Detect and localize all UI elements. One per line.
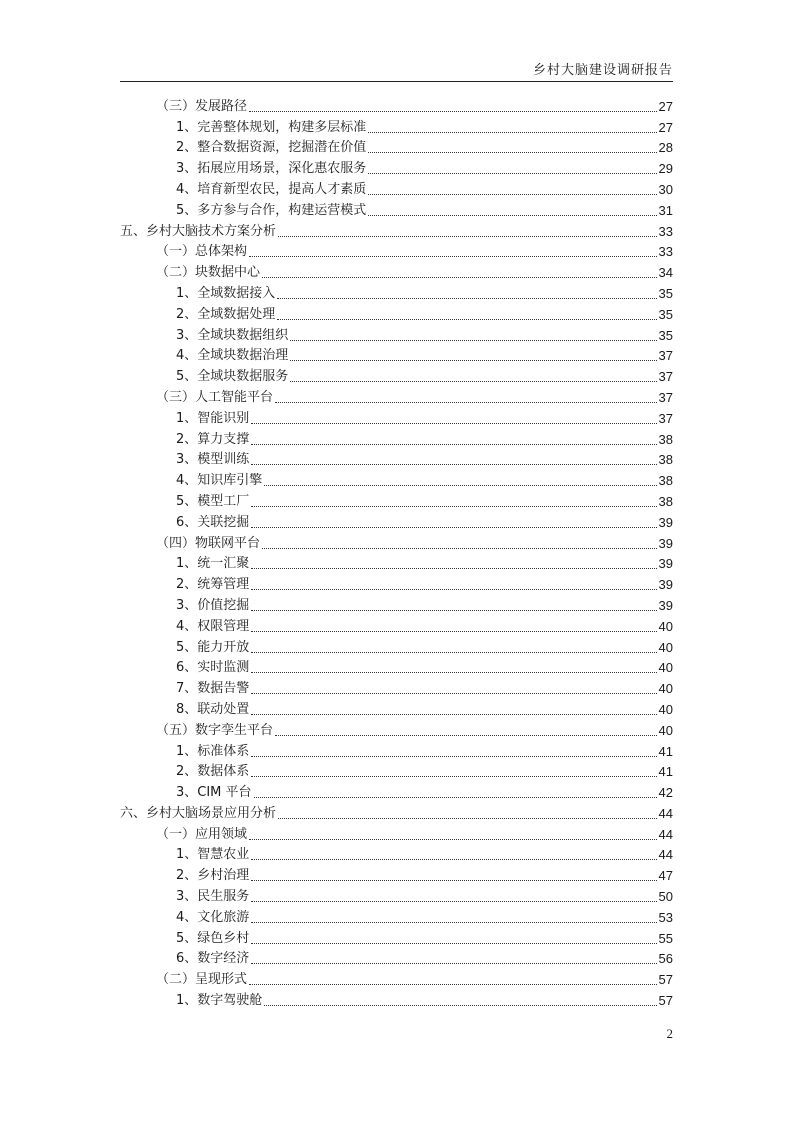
toc-entry-title: 1、全域数据接入 (176, 285, 276, 301)
toc-dot-leader (368, 173, 656, 174)
toc-dot-leader (251, 589, 656, 590)
toc-dot-leader (277, 319, 656, 320)
toc-entry[interactable] (120, 739, 673, 760)
toc-dot-leader (251, 776, 656, 777)
toc-dot-leader (277, 298, 656, 299)
toc-dot-leader (368, 194, 656, 195)
toc-entry[interactable] (120, 676, 673, 697)
toc-entry-page: 34 (658, 265, 673, 281)
toc-entry-title: （二）块数据中心 (156, 265, 261, 281)
toc-dot-leader (275, 402, 657, 403)
toc-dot-leader (249, 256, 657, 257)
toc-dot-leader (251, 568, 656, 569)
toc-entry-title: 3、民生服务 (176, 889, 250, 905)
toc-entry-page: 40 (658, 681, 673, 697)
toc-entry-page: 41 (658, 743, 673, 759)
toc-entry-title: （一）应用领域 (156, 826, 248, 842)
toc-entry[interactable] (120, 219, 673, 240)
toc-entry[interactable] (120, 260, 673, 281)
toc-dot-leader (249, 984, 657, 985)
toc-entry-page: 38 (658, 431, 673, 447)
toc-entry-title: 1、智慧农业 (176, 847, 250, 863)
toc-entry-title: 3、全域块数据组织 (176, 327, 289, 343)
toc-dot-leader (251, 963, 656, 964)
toc-entry-page: 39 (658, 556, 673, 572)
toc-entry[interactable] (120, 198, 673, 219)
toc-entry[interactable] (120, 947, 673, 968)
toc-dot-leader (251, 880, 656, 881)
toc-dot-leader (251, 610, 656, 611)
toc-entry[interactable] (120, 323, 673, 344)
toc-entry-title: 2、整合数据资源，挖掘潜在价值 (176, 140, 367, 156)
toc-dot-leader (251, 672, 656, 673)
toc-dot-leader (368, 152, 656, 153)
toc-entry-page: 39 (658, 514, 673, 530)
header-divider (120, 81, 673, 82)
toc-entry-title: 6、关联挖掘 (176, 514, 250, 530)
toc-entry[interactable] (120, 156, 673, 177)
toc-entry-title: （四）物联网平台 (156, 535, 261, 551)
toc-entry-page: 37 (658, 389, 673, 405)
toc-entry-title: 2、乡村治理 (176, 868, 250, 884)
toc-entry[interactable] (120, 136, 673, 157)
toc-entry-title: （五）数字孪生平台 (156, 722, 274, 738)
toc-entry-title: （三）人工智能平台 (156, 389, 274, 405)
toc-entry-page: 33 (658, 244, 673, 260)
document-title: 乡村大脑建设调研报告 (532, 63, 673, 78)
toc-entry-title: 5、能力开放 (176, 639, 250, 655)
toc-entry-page: 50 (658, 889, 673, 905)
toc-entry-page: 37 (658, 348, 673, 364)
toc-entry-title: 5、多方参与合作，构建运营模式 (176, 202, 367, 218)
toc-entry-title: 6、数字经济 (176, 951, 250, 967)
toc-entry-title: 7、数据告警 (176, 681, 250, 697)
toc-entry[interactable] (120, 926, 673, 947)
toc-entry-page: 40 (658, 618, 673, 634)
toc-entry-page: 39 (658, 535, 673, 551)
toc-entry[interactable] (120, 801, 673, 822)
toc-entry-page: 27 (658, 98, 673, 114)
toc-entry-title: 4、全域块数据治理 (176, 348, 289, 364)
toc-dot-leader (275, 735, 657, 736)
toc-entry-page: 29 (658, 161, 673, 177)
toc-entry[interactable] (120, 531, 673, 552)
toc-dot-leader (251, 756, 656, 757)
toc-entry[interactable] (120, 863, 673, 884)
toc-entry[interactable] (120, 635, 673, 656)
toc-entry-title: 8、联动处置 (176, 701, 250, 717)
toc-dot-leader (251, 652, 656, 653)
toc-dot-leader (278, 236, 657, 237)
toc-entry-page: 41 (658, 764, 673, 780)
toc-entry-page: 40 (658, 639, 673, 655)
toc-entry[interactable] (120, 94, 673, 115)
toc-entry[interactable] (120, 489, 673, 510)
toc-entry[interactable] (120, 344, 673, 365)
toc-entry-page: 31 (658, 202, 673, 218)
toc-entry[interactable] (120, 427, 673, 448)
toc-entry-page: 38 (658, 452, 673, 468)
toc-entry[interactable] (120, 822, 673, 843)
toc-dot-leader (290, 360, 656, 361)
toc-dot-leader (251, 901, 656, 902)
toc-dot-leader (251, 714, 656, 715)
toc-dot-leader (262, 277, 657, 278)
toc-entry-page: 33 (658, 223, 673, 239)
toc-dot-leader (290, 340, 656, 341)
toc-dot-leader (251, 693, 656, 694)
toc-dot-leader (290, 381, 656, 382)
toc-entry[interactable] (120, 614, 673, 635)
toc-entry[interactable] (120, 552, 673, 573)
toc-entry-page: 44 (658, 847, 673, 863)
toc-entry-title: 2、统筹管理 (176, 577, 250, 593)
toc-entry-title: 3、拓展应用场景，深化惠农服务 (176, 161, 367, 177)
toc-entry-title: （二）呈现形式 (156, 972, 248, 988)
toc-dot-leader (251, 859, 656, 860)
toc-entry-title: 2、数据体系 (176, 764, 250, 780)
toc-entry[interactable] (120, 177, 673, 198)
toc-entry-title: （一）总体架构 (156, 244, 248, 260)
toc-dot-leader (251, 423, 656, 424)
toc-dot-leader (254, 797, 657, 798)
toc-entry[interactable] (120, 593, 673, 614)
toc-entry-page: 37 (658, 410, 673, 426)
toc-entry-title: 1、统一汇聚 (176, 556, 250, 572)
toc-entry[interactable] (120, 302, 673, 323)
toc-entry-title: 六、乡村大脑场景应用分析 (120, 805, 277, 821)
toc-entry-page: 57 (658, 972, 673, 988)
toc-dot-leader (251, 506, 656, 507)
toc-entry[interactable] (120, 843, 673, 864)
toc-entry-title: 4、知识库引擎 (176, 473, 263, 489)
toc-entry[interactable] (120, 281, 673, 302)
toc-entry-title: 1、智能识别 (176, 410, 250, 426)
toc-dot-leader (249, 111, 657, 112)
page-number: 2 (666, 1026, 673, 1041)
toc-entry[interactable] (120, 468, 673, 489)
toc-entry-page: 35 (658, 285, 673, 301)
toc-dot-leader (278, 818, 657, 819)
toc-entry[interactable] (120, 905, 673, 926)
toc-entry-page: 38 (658, 473, 673, 489)
toc-entry[interactable] (120, 240, 673, 261)
toc-entry-page: 39 (658, 597, 673, 613)
toc-dot-leader (262, 548, 657, 549)
toc-dot-leader (251, 464, 656, 465)
toc-dot-leader (368, 132, 656, 133)
toc-dot-leader (249, 839, 657, 840)
toc-dot-leader (368, 215, 656, 216)
toc-dot-leader (264, 1005, 656, 1006)
toc-entry-page: 40 (658, 660, 673, 676)
toc-entry-title: 3、价值挖掘 (176, 597, 250, 613)
toc-entry-title: （三）发展路径 (156, 98, 248, 114)
toc-entry-page: 37 (658, 369, 673, 385)
toc-entry-title: 1、标准体系 (176, 743, 250, 759)
toc-entry-title: 5、绿色乡村 (176, 930, 250, 946)
toc-entry-page: 44 (658, 805, 673, 821)
toc-entry[interactable] (120, 760, 673, 781)
toc-entry-page: 40 (658, 701, 673, 717)
toc-entry-title: 1、数字驾驶舱 (176, 993, 263, 1009)
toc-entry-title: 5、模型工厂 (176, 493, 250, 509)
toc-entry-title: 4、权限管理 (176, 618, 250, 634)
toc-entry-page: 35 (658, 327, 673, 343)
toc-entry[interactable] (120, 115, 673, 136)
toc-entry-page: 35 (658, 306, 673, 322)
toc-entry-title: 3、模型训练 (176, 452, 250, 468)
toc-entry-title: 3、CIM 平台 (176, 785, 252, 801)
toc-entry-title: 1、完善整体规划，构建多层标准 (176, 119, 367, 135)
table-of-contents (120, 94, 673, 1009)
toc-entry[interactable] (120, 572, 673, 593)
toc-entry-title: 4、培育新型农民，提高人才素质 (176, 181, 367, 197)
toc-entry[interactable] (120, 364, 673, 385)
toc-entry[interactable] (120, 967, 673, 988)
toc-entry[interactable] (120, 448, 673, 469)
toc-entry-title: 6、实时监测 (176, 660, 250, 676)
toc-dot-leader (264, 485, 656, 486)
toc-entry-page: 30 (658, 181, 673, 197)
toc-entry-page: 55 (658, 930, 673, 946)
toc-entry-page: 27 (658, 119, 673, 135)
toc-entry-title: 4、文化旅游 (176, 909, 250, 925)
toc-entry-page: 39 (658, 577, 673, 593)
toc-entry-page: 56 (658, 951, 673, 967)
toc-entry[interactable] (120, 718, 673, 739)
toc-dot-leader (251, 922, 656, 923)
toc-entry-title: 2、全域数据处理 (176, 306, 276, 322)
toc-entry-page: 40 (658, 722, 673, 738)
toc-entry[interactable] (120, 697, 673, 718)
toc-entry-page: 28 (658, 140, 673, 156)
toc-entry[interactable] (120, 884, 673, 905)
toc-dot-leader (251, 527, 656, 528)
toc-entry-page: 53 (658, 909, 673, 925)
toc-entry-page: 47 (658, 868, 673, 884)
toc-entry-page: 44 (658, 826, 673, 842)
toc-dot-leader (251, 444, 656, 445)
toc-dot-leader (251, 943, 656, 944)
toc-entry[interactable] (120, 385, 673, 406)
toc-entry[interactable] (120, 780, 673, 801)
toc-entry[interactable] (120, 988, 673, 1009)
toc-entry-page: 42 (658, 785, 673, 801)
toc-entry-page: 38 (658, 493, 673, 509)
toc-entry-title: 2、算力支撑 (176, 431, 250, 447)
toc-entry[interactable] (120, 510, 673, 531)
toc-dot-leader (251, 631, 656, 632)
toc-entry-title: 5、全域块数据服务 (176, 369, 289, 385)
toc-entry-page: 57 (658, 993, 673, 1009)
toc-entry[interactable] (120, 656, 673, 677)
toc-entry-title: 五、乡村大脑技术方案分析 (120, 223, 277, 239)
toc-entry[interactable] (120, 406, 673, 427)
